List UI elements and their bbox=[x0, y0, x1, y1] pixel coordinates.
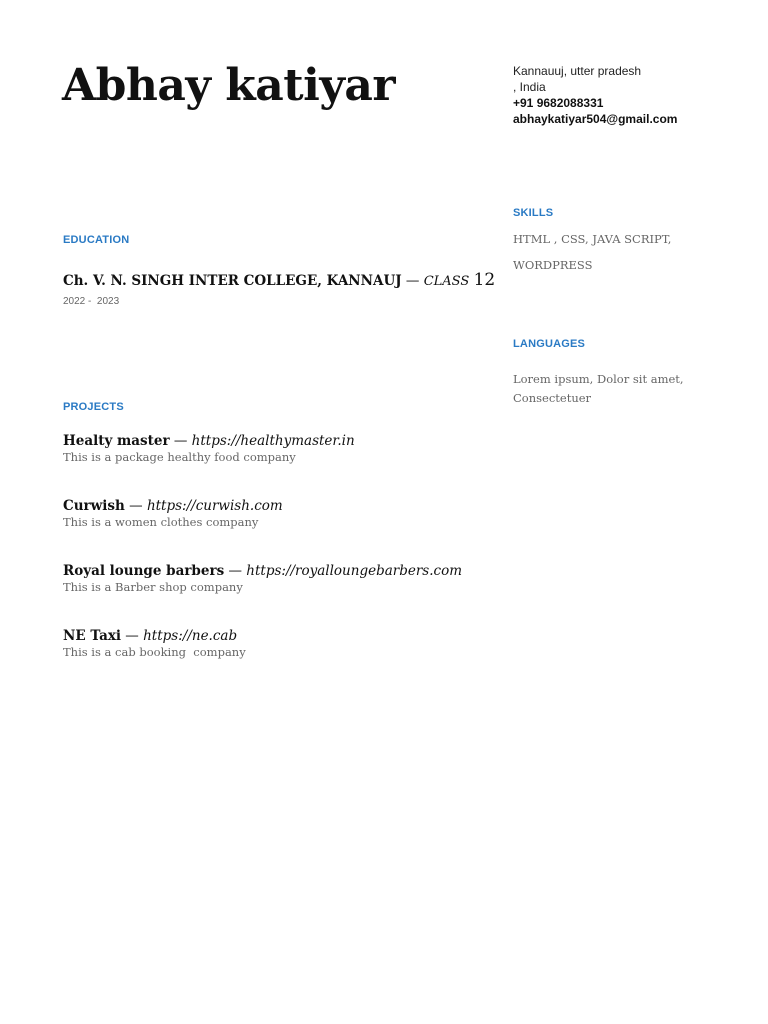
education-separator: — bbox=[401, 273, 424, 289]
project-title bbox=[63, 432, 483, 450]
phone-number[interactable]: +91 9682088331 bbox=[513, 96, 604, 110]
project-description: This is a women clothes company bbox=[63, 515, 259, 529]
project-item bbox=[63, 562, 483, 595]
languages-line-1: Lorem ipsum, Dolor sit amet, bbox=[513, 372, 684, 386]
education-heading: EDUCATION bbox=[63, 234, 130, 246]
project-name: Curwish bbox=[63, 498, 125, 514]
project-url[interactable]: https://royalloungebarbers.com bbox=[246, 563, 463, 579]
project-item bbox=[63, 432, 483, 465]
candidate-name: Abhay katiyar bbox=[62, 60, 396, 111]
project-title bbox=[63, 627, 483, 645]
project-name: NE Taxi bbox=[63, 628, 122, 644]
project-separator: — bbox=[169, 433, 192, 449]
project-name: Royal lounge barbers bbox=[63, 563, 225, 579]
languages-line-2: Consectetuer bbox=[513, 391, 592, 405]
project-separator: — bbox=[224, 563, 247, 579]
languages-heading: LANGUAGES bbox=[513, 338, 586, 350]
project-description: This is a package healthy food company bbox=[63, 450, 296, 464]
skills-line-1: HTML , CSS, JAVA SCRIPT, bbox=[513, 232, 672, 246]
skills-list bbox=[513, 226, 723, 278]
project-url[interactable]: https://healthymaster.in bbox=[191, 433, 355, 449]
address-line-1: Kannauuj, utter pradesh bbox=[513, 64, 642, 78]
project-separator: — bbox=[121, 628, 144, 644]
class-label: CLASS bbox=[423, 274, 470, 289]
project-title bbox=[63, 562, 483, 580]
languages-list bbox=[513, 370, 723, 408]
project-name: Healty master bbox=[63, 433, 170, 449]
project-item bbox=[63, 627, 483, 660]
contact-block bbox=[513, 63, 753, 127]
project-title bbox=[63, 497, 483, 515]
project-description: This is a cab booking company bbox=[63, 645, 246, 659]
project-item bbox=[63, 497, 483, 530]
skills-line-2: WORDPRESS bbox=[513, 258, 593, 272]
school-name: Ch. V. N. SINGH INTER COLLEGE, KANNAUJ bbox=[63, 273, 402, 289]
address-line-2: , India bbox=[513, 80, 546, 94]
skills-heading: SKILLS bbox=[513, 207, 554, 219]
projects-heading: PROJECTS bbox=[63, 401, 124, 413]
email-address[interactable]: abhaykatiyar504@gmail.com bbox=[513, 112, 678, 126]
education-dates: 2022 - 2023 bbox=[63, 296, 120, 307]
project-url[interactable]: https://ne.cab bbox=[143, 628, 238, 644]
project-separator: — bbox=[124, 498, 147, 514]
project-description: This is a Barber shop company bbox=[63, 580, 243, 594]
class-number: 12 bbox=[473, 270, 496, 290]
project-url[interactable]: https://curwish.com bbox=[146, 498, 283, 514]
education-entry bbox=[63, 270, 495, 292]
